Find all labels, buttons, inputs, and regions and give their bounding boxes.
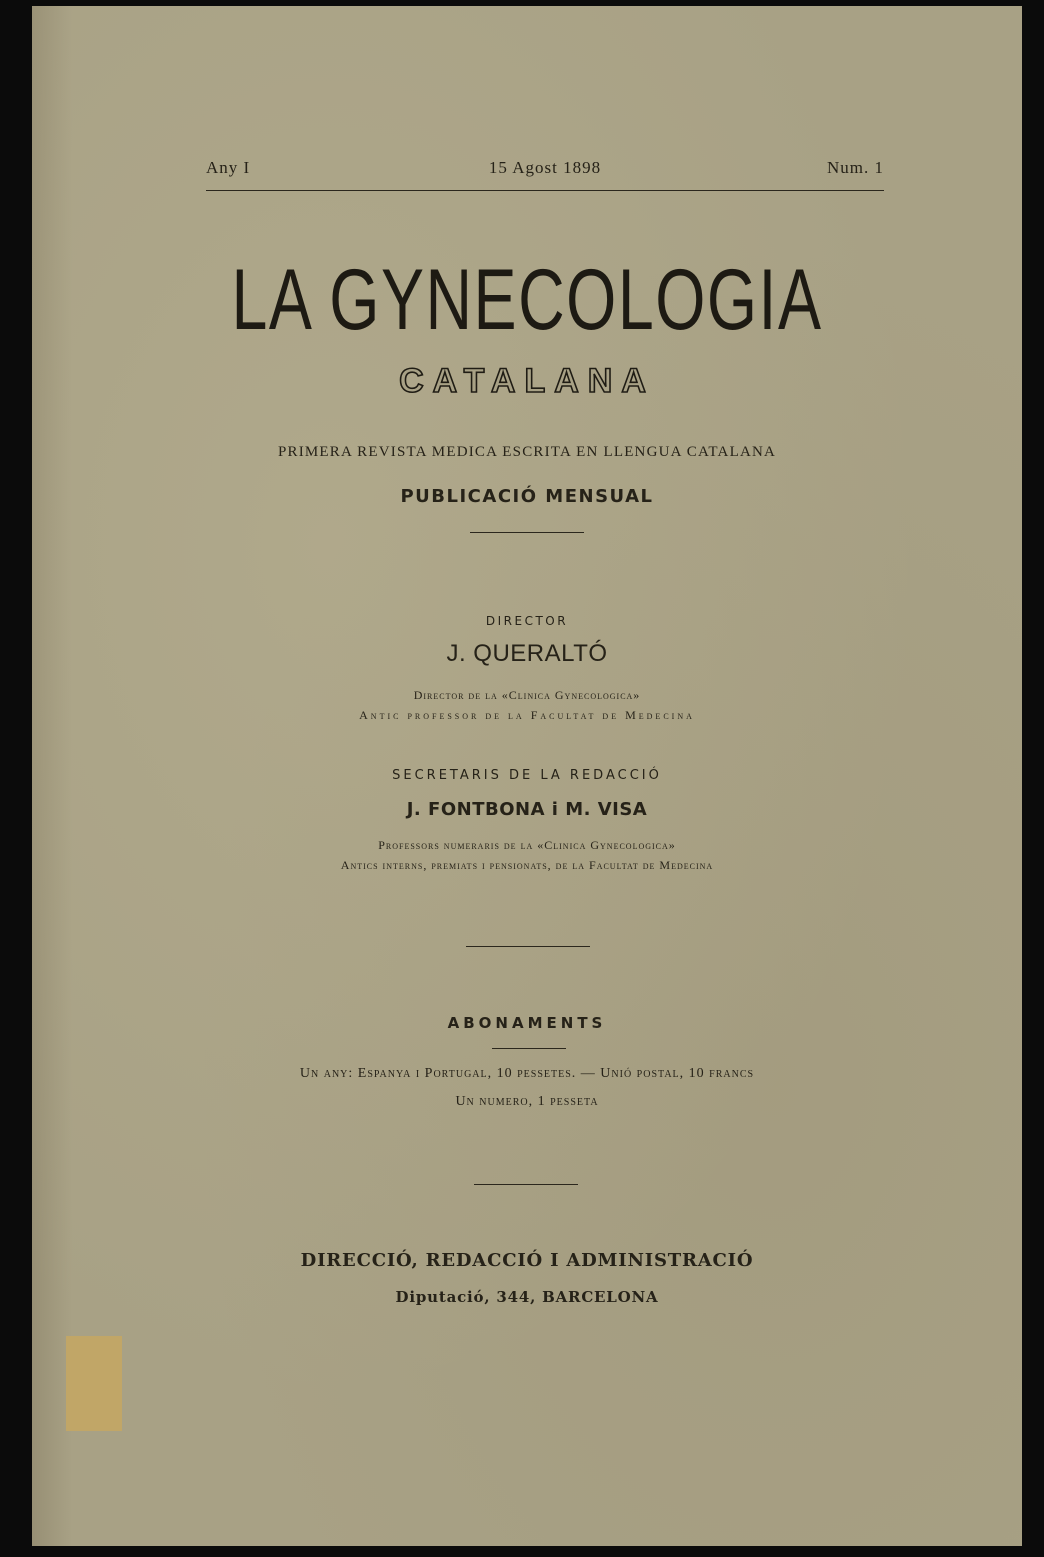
issue-number: Num. 1	[827, 158, 884, 177]
section-divider	[466, 946, 590, 947]
journal-subtitle: CATALANA	[399, 362, 655, 400]
journal-title: LA GYNECOLOGIA	[231, 252, 823, 348]
spine-tape-patch	[66, 1336, 122, 1431]
section-divider	[474, 1184, 578, 1185]
subscription-price-annual: Un any: Espanya i Portugal, 10 pessetes. — Unió postal, 10 francs	[299, 1066, 755, 1081]
director-label: DIRECTOR	[485, 614, 569, 628]
publication-frequency: PUBLICACIÓ MENSUAL	[400, 486, 654, 507]
secretaries-names: J. FONTBONA i M. VISA	[406, 799, 648, 820]
administration-address: Diputació, 344, BARCELONA	[395, 1288, 659, 1306]
journal-cover-page	[32, 6, 1022, 1546]
subscription-price-single: Un numero, 1 pesseta	[455, 1094, 599, 1109]
director-name: J. QUERALTÓ	[446, 640, 608, 667]
director-credential: Antic professor de la Facultat de Medecina	[359, 708, 695, 722]
secretaries-credential: Professors numeraris de la «Clinica Gynecologica»	[378, 838, 676, 852]
secretaries-credential: Antics interns, premiats i pensionats, de la Facultat de Medecina	[340, 858, 714, 872]
subscriptions-label: ABONAMENTS	[447, 1014, 607, 1032]
secretaries-label: SECRETARIS DE LA REDACCIÓ	[392, 768, 662, 783]
issue-date: 15 Agost 1898	[488, 158, 602, 177]
header-divider	[206, 190, 884, 191]
section-divider	[492, 1048, 566, 1049]
journal-tagline: PRIMERA REVISTA MEDICA ESCRITA EN LLENGUA CATALANA	[277, 444, 777, 460]
issue-header	[206, 158, 884, 180]
section-divider	[470, 532, 584, 533]
issue-year: Any I	[206, 158, 251, 177]
director-credential: Director de la «Clinica Gynecologica»	[413, 688, 641, 702]
administration-heading: DIRECCIÓ, REDACCIÓ I ADMINISTRACIÓ	[300, 1250, 754, 1271]
